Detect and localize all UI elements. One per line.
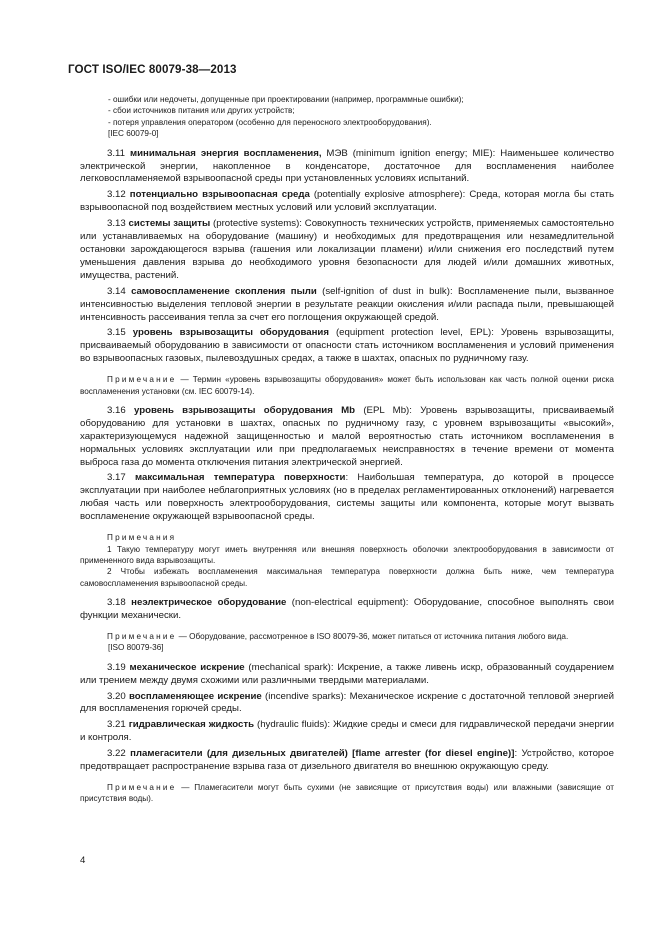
term-number: 3.17: [107, 472, 126, 484]
term-definition: (mechanical spark): Искрение, а также ливень искр, образованный соударением или трением между двумя схожими или различными твердыми материалами.: [80, 661, 614, 686]
note-label: Примечание: [107, 783, 177, 792]
term-3-13: [80, 218, 614, 283]
term-3-22: [80, 748, 614, 774]
term-definition: (non-electrical equipment): Оборудование, способное выполнять свои функции механически.: [80, 597, 614, 622]
term-number: 3.14: [107, 285, 126, 297]
term-definition: (hydraulic fluids): Жидкие среды и смеси для гидравлической передачи энергии и контроля.: [80, 719, 614, 744]
document-header: ГОСТ ISO/IEC 80079-38—2013: [68, 63, 237, 76]
intro-item: - потеря управления оператором (особенно для переносного электрооборудования).: [108, 117, 432, 127]
term-3-20: [80, 691, 614, 717]
term-number: 3.13: [107, 218, 126, 230]
term-name: самовоспламенение скопления пыли: [131, 285, 317, 297]
term-definition: : Устройство, которое предотвращает распространение взрыва газа от дизельного двигателя во внешнюю окружающую среду.: [80, 748, 614, 773]
term-number: 3.19: [107, 661, 126, 673]
term-3-12: [80, 189, 614, 215]
term-number: 3.21: [107, 719, 126, 731]
term-3-11: [80, 148, 614, 187]
term-number: 3.12: [107, 189, 126, 201]
term-3-19: [80, 662, 614, 688]
term-number: 3.11: [107, 147, 126, 159]
term-name: потенциально взрывоопасная среда: [129, 189, 310, 201]
intro-item: - ошибки или недочеты, допущенные при проектировании (например, программные ошибки);: [108, 95, 464, 104]
term-name: максимальная температура поверхности: [135, 472, 346, 484]
source-reference: [IEC 60079-0]: [108, 129, 159, 139]
page-number: 4: [80, 855, 86, 866]
intro-item: - сбои источников питания или других устройств;: [108, 106, 295, 116]
note-label: Примечание: [107, 375, 177, 385]
term-name: механическое искрение: [129, 661, 245, 673]
note-3-15: [80, 374, 614, 397]
note-3-22: [80, 782, 614, 805]
term-number: 3.22: [107, 748, 126, 760]
term-definition: (incendive sparks): Механическое искрение с достаточной тепловой энергией для воспламенения горючей среды.: [80, 690, 614, 715]
term-3-21: [80, 719, 614, 745]
term-3-16: [80, 405, 614, 470]
term-name: минимальная энергия воспламенения,: [129, 147, 322, 159]
page-content: [80, 94, 614, 805]
term-name: воспламеняющее искрение: [128, 690, 262, 702]
term-number: 3.16: [107, 404, 126, 416]
term-3-17: [80, 472, 614, 524]
term-name: неэлектрическое оборудование: [131, 597, 287, 609]
term-3-18: [80, 597, 614, 623]
note-label: Примечание: [107, 631, 177, 641]
note-text: — Термин «уровень взрывозащиты оборудования» может быть использован как часть полной оценки риска воспламенения установки (см. IEC 60079-14).: [80, 375, 614, 396]
note-item: 2 Чтобы избежать воспламенения максимальная температура поверхности должна быть ниже, чем температура самовоспламенения взрывоопасной среды.: [80, 567, 614, 588]
term-name: уровень взрывозащиты оборудования: [132, 327, 329, 339]
note-label: Примечания: [107, 533, 177, 543]
term-definition: МЭВ (minimum ignition energy; MIE): Наименьшее количество электрической энергии, накопленное в конденсаторе, достаточное для воспламенения наиболее легковоспламеняемой взрывоопасной среды при установленных условиях испытаний.: [80, 147, 615, 185]
term-definition: (potentially explosive atmosphere): Среда, которая могла бы стать взрывоопасной под воздействием местных условий или условий эксплуатации.: [80, 189, 614, 214]
term-definition: (equipment protection level, EPL): Уровень взрывозащиты, присваиваемый оборудованию в зависимости от опасности стать источником воспламенения и условий применения во взрывоопасных газовых, пылевоздушных средах, а также в шахтах, опасных по рудничному газу.: [80, 327, 614, 365]
term-number: 3.18: [107, 597, 126, 609]
term-3-14: [80, 286, 614, 325]
term-name: системы защиты: [128, 218, 211, 230]
term-number: 3.15: [107, 327, 126, 339]
note-3-18: [80, 631, 614, 642]
note-item: 1 Такую температуру могут иметь внутренняя или внешняя поверхность оболочки электрооборудования в зависимости от примененного вида взрывозащиты.: [80, 544, 614, 565]
term-3-15: [80, 327, 614, 366]
source-reference: [ISO 80079-36]: [108, 643, 164, 653]
term-number: 3.20: [107, 690, 126, 702]
term-name: гидравлическая жидкость: [128, 719, 255, 731]
term-definition: (EPL Mb): Уровень взрывозащиты, присваиваемый оборудованию для установки в шахтах, опасных по рудничному газу, с уровнем взрывозащиты «высокий», характеризующемуся надежной защищенностью и малой вероятностью стать источником воспламенения в нормальных условиях эксплуатации или при предполагаемых неисправностях в течение времени от момента выброса газа до момента отключения питания электрической энергией.: [80, 404, 614, 468]
term-definition: : Наибольшая температура, до которой в процессе эксплуатации при наиболее неблагоприятных условиях (но в пределах регламентированных отклонений) нагревается любая часть или поверхность электрооборудования, системы защиты или компонента, которые могут вызвать воспламенение окружающей взрывоопасной среды.: [80, 472, 614, 523]
term-definition: (protective systems): Совокупность технических устройств, применяемых самостоятельно или устанавливаемых на оборудование (машину) и необходимых для предотвращения или незамедлительной остановки зарождающегося взрыва (гашения или локализации пламени) и/или снижения его последствий путем уменьшения давления взрыва до необходимого уровня безопасности для людей и/или домашних животных, имущества, растений.: [80, 218, 614, 281]
notes-3-17-label: [80, 532, 614, 543]
term-definition: (self-ignition of dust in bulk): Воспламенение пыли, вызванное интенсивностью выделения тепловой энергии в результате реакции окисления и/или распада пыли, превышающей интенсивность рассеивания тепла за счет его поглощения окружающей средой.: [80, 285, 614, 323]
term-name: пламегасители (для дизельных двигателей) [flame arrester (for diesel engine)]: [130, 748, 515, 760]
note-text: — Пламегасители могут быть сухими (не зависящие от присутствия воды) или влажными (зависящие от присутствия воды).: [80, 783, 614, 804]
note-text: — Оборудование, рассмотренное в ISO 80079-36, может питаться от источника питания любого вида.: [176, 631, 569, 641]
term-name: уровень взрывозащиты оборудования Mb: [134, 404, 356, 416]
